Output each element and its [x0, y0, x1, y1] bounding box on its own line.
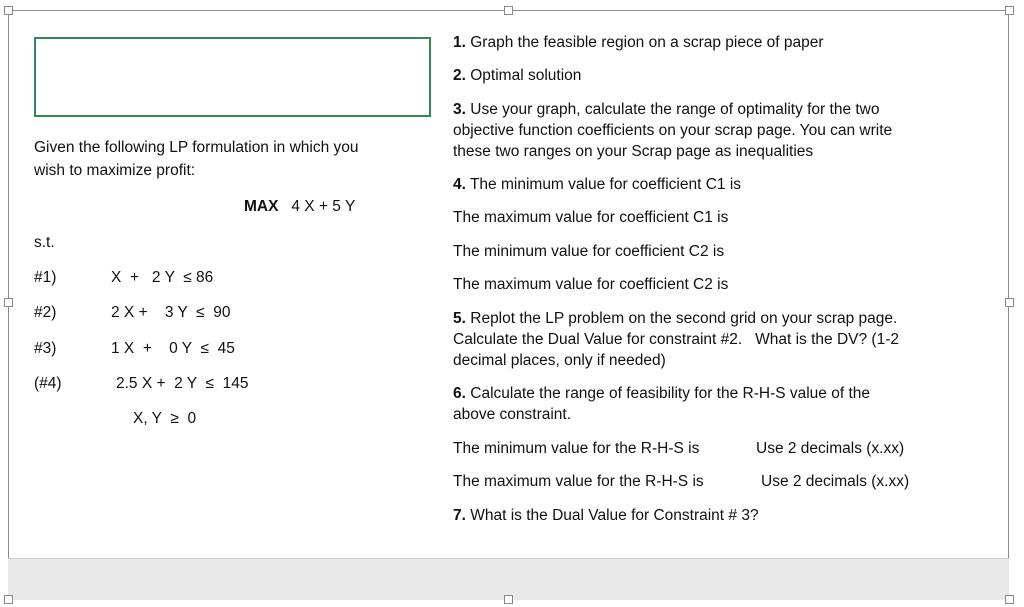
intro-line-1: Given the following LP formulation in which you	[34, 139, 359, 156]
constraint-3-label: #3)	[34, 340, 57, 357]
q5-text-1: Replot the LP problem on the second grid on your scrap page.	[470, 310, 898, 327]
question-4	[453, 175, 741, 194]
constraint-1-label: #1)	[34, 269, 57, 286]
resize-handle-top-center[interactable]	[504, 6, 513, 15]
resize-handle-mid-right[interactable]	[1005, 298, 1014, 307]
q4-text: The minimum value for coefficient C1 is	[469, 176, 742, 193]
q4-max-c2: The maximum value for coefficient C2 is	[453, 276, 729, 293]
q7-number: 7.	[453, 507, 466, 524]
objective-label: MAX	[244, 198, 279, 215]
objective-expression: 4 X + 5 Y	[291, 198, 356, 215]
q6-max-rhs: The maximum value for the R-H-S is	[453, 473, 704, 490]
question-7	[453, 506, 759, 525]
constraint-4-expr: 2.5 X + 2 Y ≤ 145	[116, 375, 249, 392]
q3-text-1: Use your graph, calculate the range of optimality for the two	[470, 101, 880, 118]
q6-number: 6.	[453, 385, 466, 402]
bottom-strip	[8, 558, 1009, 600]
q2-text: Optimal solution	[470, 67, 582, 84]
constraint-4-label: (#4)	[34, 375, 62, 392]
resize-handle-top-right[interactable]	[1005, 6, 1014, 15]
question-5-line-2: Calculate the Dual Value for constraint #2. What is the DV? (1-2	[453, 331, 899, 348]
question-2	[453, 66, 581, 85]
q1-text: Graph the feasible region on a scrap piece of paper	[470, 34, 824, 51]
question-6-line-1	[453, 384, 870, 403]
question-1	[453, 33, 824, 52]
question-6-line-2: above constraint.	[453, 406, 572, 423]
resize-handle-mid-left[interactable]	[4, 298, 13, 307]
q6-text-1: Calculate the range of feasibility for the R-H-S value of the	[470, 385, 871, 402]
question-3-line-2: objective function coefficients on your scrap page. You can write	[453, 122, 893, 139]
constraint-2-expr: 2 X + 3 Y ≤ 90	[111, 304, 231, 321]
q6-max-hint: Use 2 decimals (x.xx)	[761, 473, 910, 490]
resize-handle-top-left[interactable]	[4, 6, 13, 15]
nonnegativity: X, Y ≥ 0	[133, 410, 197, 427]
q4-min-c2: The minimum value for coefficient C2 is	[453, 243, 725, 260]
q7-text: What is the Dual Value for Constraint # 3?	[470, 507, 759, 524]
q1-number: 1.	[453, 34, 466, 51]
q4-number: 4.	[453, 176, 466, 193]
question-5-line-1	[453, 309, 897, 328]
q6-min-rhs: The minimum value for the R-H-S is	[453, 440, 700, 457]
constraint-2-label: #2)	[34, 304, 57, 321]
q2-number: 2.	[453, 67, 466, 84]
q5-number: 5.	[453, 310, 466, 327]
intro-line-2: wish to maximize profit:	[34, 162, 196, 179]
question-5-line-3: decimal places, only if needed)	[453, 352, 666, 369]
objective	[244, 197, 355, 216]
q6-min-hint: Use 2 decimals (x.xx)	[756, 440, 905, 457]
resize-handle-bottom-right[interactable]	[1005, 595, 1014, 604]
resize-handle-bottom-left[interactable]	[4, 595, 13, 604]
answer-box[interactable]	[34, 37, 431, 117]
constraint-1-expr: X + 2 Y ≤ 86	[111, 269, 214, 286]
question-3-line-3: these two ranges on your Scrap page as inequalities	[453, 143, 814, 160]
q4-max-c1: The maximum value for coefficient C1 is	[453, 209, 729, 226]
q3-number: 3.	[453, 101, 466, 118]
st-label: s.t.	[34, 234, 55, 251]
resize-handle-bottom-center[interactable]	[504, 595, 513, 604]
question-3-line-1	[453, 100, 880, 119]
constraint-3-expr: 1 X + 0 Y ≤ 45	[111, 340, 235, 357]
